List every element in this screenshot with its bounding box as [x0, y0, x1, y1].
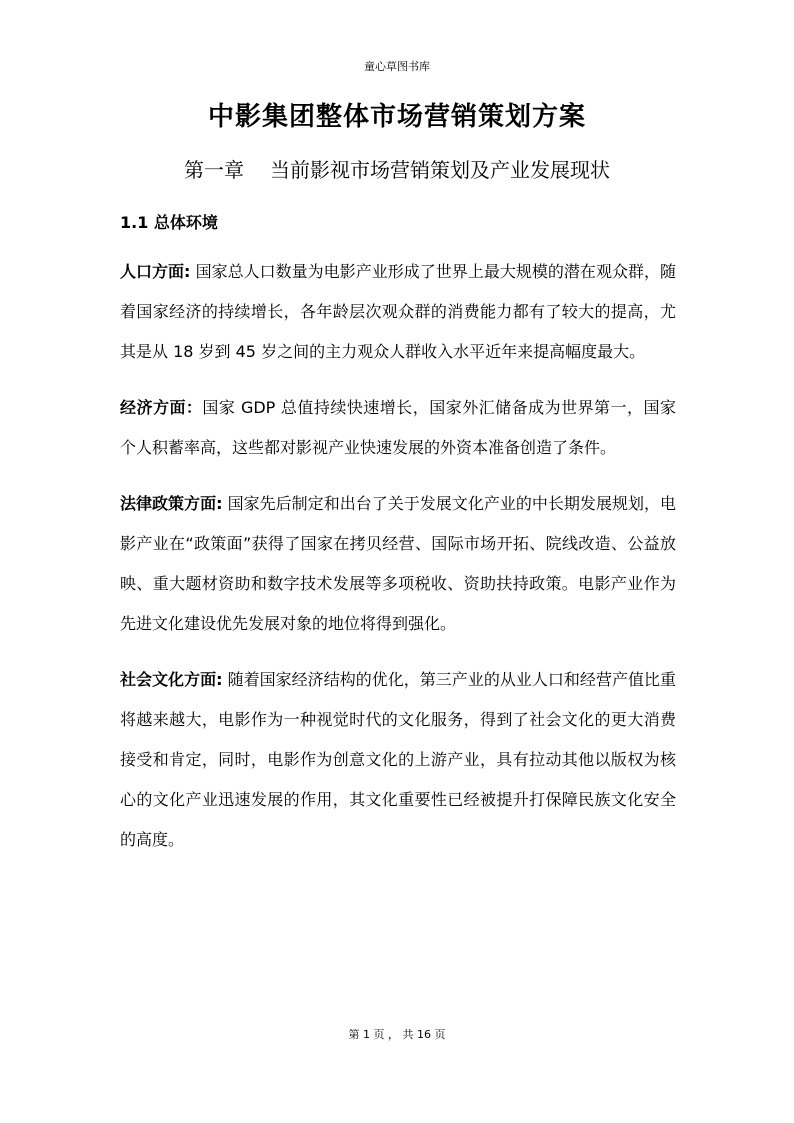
- paragraph-economy: [120, 388, 676, 468]
- paragraph-text: 国家 GDP 总值持续快速增长，国家外汇储备成为世界第一，国家个人积蓄率高，这些都对影视产业快速发展的外资本准备创造了条件。: [120, 398, 676, 457]
- paragraph-lead: 人口方面:: [120, 262, 191, 281]
- paragraph-culture: [120, 660, 676, 860]
- chapter-heading: [0, 156, 794, 184]
- body-text: [120, 252, 676, 876]
- paragraph-lead: 社会文化方面:: [120, 670, 223, 689]
- paragraph-population: [120, 252, 676, 372]
- chapter-title: 当前影视市场营销策划及产业发展现状: [270, 158, 610, 182]
- paragraph-text: 随着国家经济结构的优化，第三产业的从业人口和经营产值比重将越来越大，电影作为一种视觉时代的文化服务，得到了社会文化的更大消费接受和肯定，同时，电影作为创意文化的上游产业，具有拉动其他以版权为核心的文化产业迅速发展的作用，其文化重要性已经被提升打保障民族文化安全的高度。: [120, 670, 676, 849]
- paragraph-lead: 法律政策方面:: [120, 494, 223, 513]
- page-header: 童心草图书库: [364, 60, 430, 73]
- section-heading: 1.1 总体环境: [120, 213, 218, 232]
- paragraph-text: 国家先后制定和出台了关于发展文化产业的中长期发展规划，电影产业在“政策面”获得了国家在拷贝经营、国际市场开拓、院线改造、公益放映、重大题材资助和数字技术发展等多项税收、资助扶持政策。电影产业作为先进文化建设优先发展对象的地位将得到强化。: [120, 494, 676, 633]
- paragraph-lead: 经济方面：: [120, 398, 203, 417]
- paragraph-text: 国家总人口数量为电影产业形成了世界上最大规模的潜在观众群，随着国家经济的持续增长，各年龄层次观众群的消费能力都有了较大的提高，尤其是从 18 岁到 45 岁之间的主力观众人群收入水平近年来提高幅度最大。: [120, 262, 676, 361]
- document-title: 中影集团整体市场营销策划方案: [207, 102, 586, 132]
- page-footer: 第 1 页 ， 共 16 页: [348, 1028, 446, 1041]
- paragraph-policy: [120, 484, 676, 644]
- chapter-number: 第一章: [184, 158, 244, 182]
